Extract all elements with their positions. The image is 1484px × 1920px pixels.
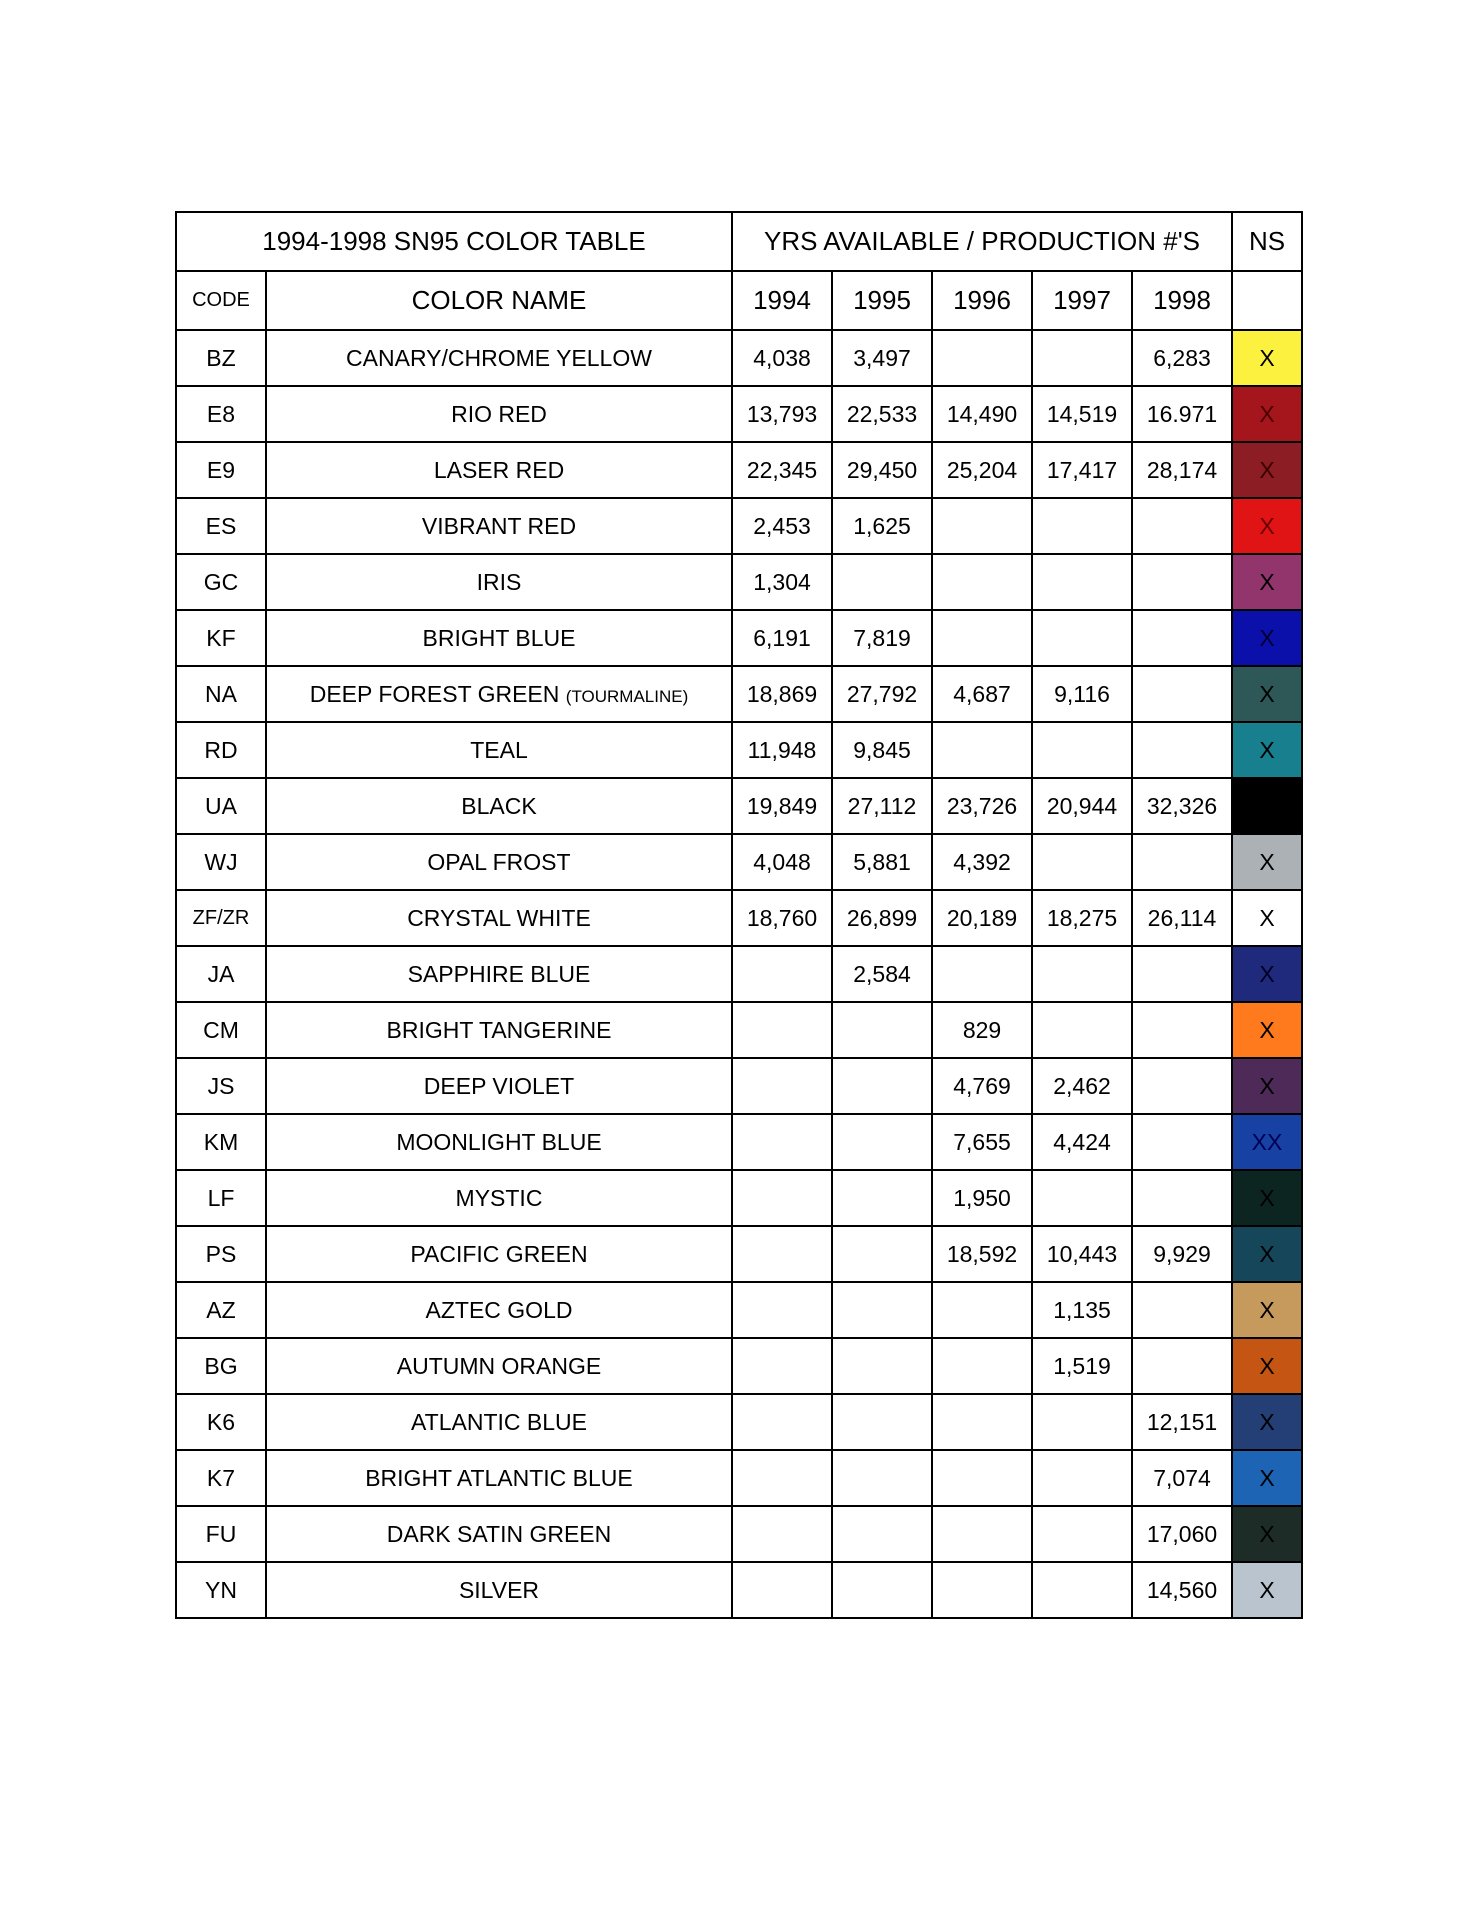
production-count: 7,819 bbox=[832, 610, 932, 666]
production-count: 2,462 bbox=[1032, 1058, 1132, 1114]
production-count bbox=[732, 1282, 832, 1338]
production-count bbox=[1032, 834, 1132, 890]
production-count: 5,881 bbox=[832, 834, 932, 890]
color-code: ZF/ZR bbox=[176, 890, 266, 946]
ns-swatch: X bbox=[1232, 1450, 1302, 1506]
ns-swatch: X bbox=[1232, 1226, 1302, 1282]
table-row bbox=[176, 1002, 1302, 1058]
production-count bbox=[1132, 498, 1232, 554]
production-count bbox=[932, 1282, 1032, 1338]
color-code: FU bbox=[176, 1506, 266, 1562]
color-code: GC bbox=[176, 554, 266, 610]
color-name-cell bbox=[266, 330, 732, 386]
year-header: 1996 bbox=[932, 271, 1032, 330]
year-header: 1995 bbox=[832, 271, 932, 330]
color-name-cell bbox=[266, 386, 732, 442]
production-count: 1,950 bbox=[932, 1170, 1032, 1226]
production-count: 4,392 bbox=[932, 834, 1032, 890]
color-table bbox=[175, 211, 1303, 1619]
production-count bbox=[1032, 610, 1132, 666]
ns-swatch: X bbox=[1232, 554, 1302, 610]
production-count: 27,112 bbox=[832, 778, 932, 834]
ns-swatch: X bbox=[1232, 890, 1302, 946]
production-count bbox=[1132, 666, 1232, 722]
production-count: 17,060 bbox=[1132, 1506, 1232, 1562]
production-count bbox=[1032, 946, 1132, 1002]
color-name: CANARY/CHROME YELLOW bbox=[346, 344, 652, 371]
ns-swatch: X bbox=[1232, 1338, 1302, 1394]
production-count bbox=[1032, 498, 1132, 554]
production-count bbox=[732, 1338, 832, 1394]
ns-swatch: X bbox=[1232, 1282, 1302, 1338]
color-code: ES bbox=[176, 498, 266, 554]
production-count bbox=[1032, 1170, 1132, 1226]
color-name: RIO RED bbox=[451, 400, 547, 427]
production-count bbox=[1032, 330, 1132, 386]
color-name-cell bbox=[266, 1226, 732, 1282]
production-count: 22,345 bbox=[732, 442, 832, 498]
production-count: 13,793 bbox=[732, 386, 832, 442]
production-count: 4,048 bbox=[732, 834, 832, 890]
table-row bbox=[176, 666, 1302, 722]
color-code: YN bbox=[176, 1562, 266, 1618]
table-title: 1994-1998 SN95 COLOR TABLE bbox=[176, 212, 732, 271]
production-count bbox=[832, 1562, 932, 1618]
table-row bbox=[176, 890, 1302, 946]
production-count: 26,899 bbox=[832, 890, 932, 946]
color-name: PACIFIC GREEN bbox=[410, 1240, 588, 1267]
production-count bbox=[932, 1450, 1032, 1506]
production-count bbox=[1032, 1002, 1132, 1058]
table-body bbox=[176, 212, 1302, 1618]
production-count: 1,135 bbox=[1032, 1282, 1132, 1338]
production-count: 4,038 bbox=[732, 330, 832, 386]
table-row bbox=[176, 778, 1302, 834]
ns-header-empty bbox=[1232, 271, 1302, 330]
production-count: 14,519 bbox=[1032, 386, 1132, 442]
production-count: 6,283 bbox=[1132, 330, 1232, 386]
table-row bbox=[176, 498, 1302, 554]
table-row bbox=[176, 946, 1302, 1002]
ns-swatch: X bbox=[1232, 1058, 1302, 1114]
color-name-cell bbox=[266, 1394, 732, 1450]
production-count: 10,443 bbox=[1032, 1226, 1132, 1282]
production-count bbox=[932, 1394, 1032, 1450]
production-count bbox=[932, 1506, 1032, 1562]
production-count: 14,490 bbox=[932, 386, 1032, 442]
production-count: 17,417 bbox=[1032, 442, 1132, 498]
ns-swatch: XX bbox=[1232, 1114, 1302, 1170]
color-code: KM bbox=[176, 1114, 266, 1170]
production-count bbox=[832, 1226, 932, 1282]
table-row bbox=[176, 722, 1302, 778]
production-count: 9,116 bbox=[1032, 666, 1132, 722]
production-count: 12,151 bbox=[1132, 1394, 1232, 1450]
production-count bbox=[932, 946, 1032, 1002]
production-count bbox=[732, 946, 832, 1002]
title-row bbox=[176, 212, 1302, 271]
ns-swatch: X bbox=[1232, 498, 1302, 554]
production-count: 20,944 bbox=[1032, 778, 1132, 834]
color-name-cell bbox=[266, 554, 732, 610]
color-name: IRIS bbox=[476, 568, 522, 595]
production-count: 18,869 bbox=[732, 666, 832, 722]
production-count: 9,929 bbox=[1132, 1226, 1232, 1282]
color-name-cell bbox=[266, 666, 732, 722]
year-header: 1994 bbox=[732, 271, 832, 330]
production-count bbox=[832, 1506, 932, 1562]
production-header: YRS AVAILABLE / PRODUCTION #'S bbox=[732, 212, 1232, 271]
production-count bbox=[1032, 1394, 1132, 1450]
production-count bbox=[832, 1058, 932, 1114]
production-count: 23,726 bbox=[932, 778, 1032, 834]
production-count: 18,760 bbox=[732, 890, 832, 946]
color-name: OPAL FROST bbox=[427, 848, 571, 875]
production-count: 25,204 bbox=[932, 442, 1032, 498]
color-name-cell bbox=[266, 890, 732, 946]
color-name: TEAL bbox=[470, 736, 528, 763]
production-count: 16.971 bbox=[1132, 386, 1232, 442]
production-count bbox=[1032, 1562, 1132, 1618]
production-count bbox=[1132, 610, 1232, 666]
color-name-cell bbox=[266, 498, 732, 554]
production-count: 4,769 bbox=[932, 1058, 1032, 1114]
production-count bbox=[932, 1338, 1032, 1394]
production-count: 3,497 bbox=[832, 330, 932, 386]
production-count bbox=[1132, 1338, 1232, 1394]
production-count bbox=[932, 722, 1032, 778]
color-name-cell bbox=[266, 1450, 732, 1506]
production-count: 1,304 bbox=[732, 554, 832, 610]
production-count bbox=[732, 1170, 832, 1226]
ns-swatch: X bbox=[1232, 1394, 1302, 1450]
ns-swatch: X bbox=[1232, 386, 1302, 442]
ns-swatch: X bbox=[1232, 834, 1302, 890]
production-count: 2,453 bbox=[732, 498, 832, 554]
color-code: JS bbox=[176, 1058, 266, 1114]
color-code: K7 bbox=[176, 1450, 266, 1506]
production-count bbox=[932, 1562, 1032, 1618]
production-count bbox=[932, 610, 1032, 666]
production-count bbox=[732, 1226, 832, 1282]
production-count: 18,592 bbox=[932, 1226, 1032, 1282]
production-count: 22,533 bbox=[832, 386, 932, 442]
production-count bbox=[1032, 554, 1132, 610]
color-name: CRYSTAL WHITE bbox=[407, 904, 591, 931]
color-code: CM bbox=[176, 1002, 266, 1058]
color-name: SAPPHIRE BLUE bbox=[407, 960, 591, 987]
production-count bbox=[1132, 1002, 1232, 1058]
production-count bbox=[1132, 722, 1232, 778]
production-count bbox=[1132, 834, 1232, 890]
color-name: BRIGHT ATLANTIC BLUE bbox=[365, 1464, 633, 1491]
color-name-cell bbox=[266, 1114, 732, 1170]
production-count: 829 bbox=[932, 1002, 1032, 1058]
color-name: DARK SATIN GREEN bbox=[386, 1520, 612, 1547]
production-count bbox=[832, 1114, 932, 1170]
production-count bbox=[832, 1170, 932, 1226]
color-name: BRIGHT BLUE bbox=[422, 624, 576, 651]
production-count bbox=[732, 1562, 832, 1618]
production-count bbox=[832, 554, 932, 610]
color-code: WJ bbox=[176, 834, 266, 890]
ns-swatch: X bbox=[1232, 1170, 1302, 1226]
ns-swatch: X bbox=[1232, 946, 1302, 1002]
code-header: CODE bbox=[176, 271, 266, 330]
color-code: RD bbox=[176, 722, 266, 778]
production-count bbox=[1132, 946, 1232, 1002]
color-name: MOONLIGHT BLUE bbox=[396, 1128, 602, 1155]
ns-header: NS bbox=[1232, 212, 1302, 271]
production-count: 20,189 bbox=[932, 890, 1032, 946]
production-count bbox=[832, 1338, 932, 1394]
color-name-cell bbox=[266, 834, 732, 890]
production-count: 32,326 bbox=[1132, 778, 1232, 834]
color-name-cell bbox=[266, 1058, 732, 1114]
color-name: LASER RED bbox=[433, 456, 565, 483]
production-count bbox=[1132, 1170, 1232, 1226]
ns-swatch: X bbox=[1232, 666, 1302, 722]
color-name: BRIGHT TANGERINE bbox=[386, 1016, 612, 1043]
production-count bbox=[1132, 554, 1232, 610]
color-code: NA bbox=[176, 666, 266, 722]
production-count bbox=[732, 1058, 832, 1114]
color-code: AZ bbox=[176, 1282, 266, 1338]
production-count bbox=[1032, 1506, 1132, 1562]
color-name-cell bbox=[266, 778, 732, 834]
color-name: SILVER bbox=[458, 1576, 540, 1603]
table-row bbox=[176, 1226, 1302, 1282]
production-count bbox=[1032, 722, 1132, 778]
production-count bbox=[732, 1114, 832, 1170]
table-row bbox=[176, 1562, 1302, 1618]
table-row bbox=[176, 610, 1302, 666]
color-name: DEEP VIOLET bbox=[423, 1072, 575, 1099]
production-count bbox=[1132, 1058, 1232, 1114]
ns-swatch: X bbox=[1232, 330, 1302, 386]
color-name: BLACK bbox=[461, 792, 537, 819]
year-header: 1997 bbox=[1032, 271, 1132, 330]
production-count: 26,114 bbox=[1132, 890, 1232, 946]
table-row bbox=[176, 1506, 1302, 1562]
color-name: DEEP FOREST GREEN bbox=[309, 680, 566, 707]
production-count: 14,560 bbox=[1132, 1562, 1232, 1618]
production-count bbox=[932, 554, 1032, 610]
production-count bbox=[1132, 1114, 1232, 1170]
ns-swatch: X bbox=[1232, 1002, 1302, 1058]
production-count: 27,792 bbox=[832, 666, 932, 722]
color-code: KF bbox=[176, 610, 266, 666]
production-count bbox=[732, 1506, 832, 1562]
color-code: K6 bbox=[176, 1394, 266, 1450]
color-name-cell bbox=[266, 610, 732, 666]
color-name-cell bbox=[266, 946, 732, 1002]
color-name-cell bbox=[266, 1282, 732, 1338]
color-name: AUTUMN ORANGE bbox=[396, 1352, 602, 1379]
color-code: E9 bbox=[176, 442, 266, 498]
production-count: 7,074 bbox=[1132, 1450, 1232, 1506]
color-code: PS bbox=[176, 1226, 266, 1282]
color-name: AZTEC GOLD bbox=[425, 1296, 573, 1323]
color-name-cell bbox=[266, 442, 732, 498]
year-header: 1998 bbox=[1132, 271, 1232, 330]
color-name-cell bbox=[266, 1002, 732, 1058]
production-count bbox=[732, 1450, 832, 1506]
column-header-row bbox=[176, 271, 1302, 330]
color-name-header: COLOR NAME bbox=[266, 271, 732, 330]
color-name: ATLANTIC BLUE bbox=[411, 1408, 587, 1435]
ns-swatch: X bbox=[1232, 442, 1302, 498]
ns-swatch: X bbox=[1232, 1562, 1302, 1618]
production-count: 19,849 bbox=[732, 778, 832, 834]
color-name-cell bbox=[266, 1170, 732, 1226]
color-name: MYSTIC bbox=[455, 1184, 543, 1211]
color-alt-name: (TOURMALINE) bbox=[565, 686, 689, 706]
table-row bbox=[176, 1058, 1302, 1114]
table-row bbox=[176, 834, 1302, 890]
color-code: LF bbox=[176, 1170, 266, 1226]
production-count bbox=[832, 1002, 932, 1058]
production-count: 28,174 bbox=[1132, 442, 1232, 498]
production-count: 4,687 bbox=[932, 666, 1032, 722]
color-code: BZ bbox=[176, 330, 266, 386]
production-count: 18,275 bbox=[1032, 890, 1132, 946]
ns-swatch: X bbox=[1232, 722, 1302, 778]
color-name-cell bbox=[266, 1506, 732, 1562]
table-row bbox=[176, 1170, 1302, 1226]
table-row bbox=[176, 330, 1302, 386]
table-row bbox=[176, 1114, 1302, 1170]
table-row bbox=[176, 1450, 1302, 1506]
color-code: E8 bbox=[176, 386, 266, 442]
production-count bbox=[932, 498, 1032, 554]
table-row bbox=[176, 442, 1302, 498]
production-count bbox=[1132, 1282, 1232, 1338]
color-code: BG bbox=[176, 1338, 266, 1394]
production-count: 29,450 bbox=[832, 442, 932, 498]
production-count bbox=[932, 330, 1032, 386]
production-count bbox=[732, 1394, 832, 1450]
color-code: JA bbox=[176, 946, 266, 1002]
color-name-cell bbox=[266, 722, 732, 778]
production-count: 1,519 bbox=[1032, 1338, 1132, 1394]
production-count: 11,948 bbox=[732, 722, 832, 778]
table-row bbox=[176, 554, 1302, 610]
production-count bbox=[1032, 1450, 1132, 1506]
production-count bbox=[832, 1394, 932, 1450]
color-code: UA bbox=[176, 778, 266, 834]
table-row bbox=[176, 1338, 1302, 1394]
production-count: 1,625 bbox=[832, 498, 932, 554]
production-count: 2,584 bbox=[832, 946, 932, 1002]
table-row bbox=[176, 1282, 1302, 1338]
production-count bbox=[832, 1450, 932, 1506]
table-row bbox=[176, 1394, 1302, 1450]
table-row bbox=[176, 386, 1302, 442]
production-count bbox=[832, 1282, 932, 1338]
production-count: 9,845 bbox=[832, 722, 932, 778]
color-name: VIBRANT RED bbox=[421, 512, 577, 539]
ns-swatch: X bbox=[1232, 610, 1302, 666]
production-count: 7,655 bbox=[932, 1114, 1032, 1170]
color-name-cell bbox=[266, 1338, 732, 1394]
ns-swatch bbox=[1232, 778, 1302, 834]
production-count bbox=[732, 1002, 832, 1058]
production-count: 4,424 bbox=[1032, 1114, 1132, 1170]
ns-swatch: X bbox=[1232, 1506, 1302, 1562]
production-count: 6,191 bbox=[732, 610, 832, 666]
color-name-cell bbox=[266, 1562, 732, 1618]
